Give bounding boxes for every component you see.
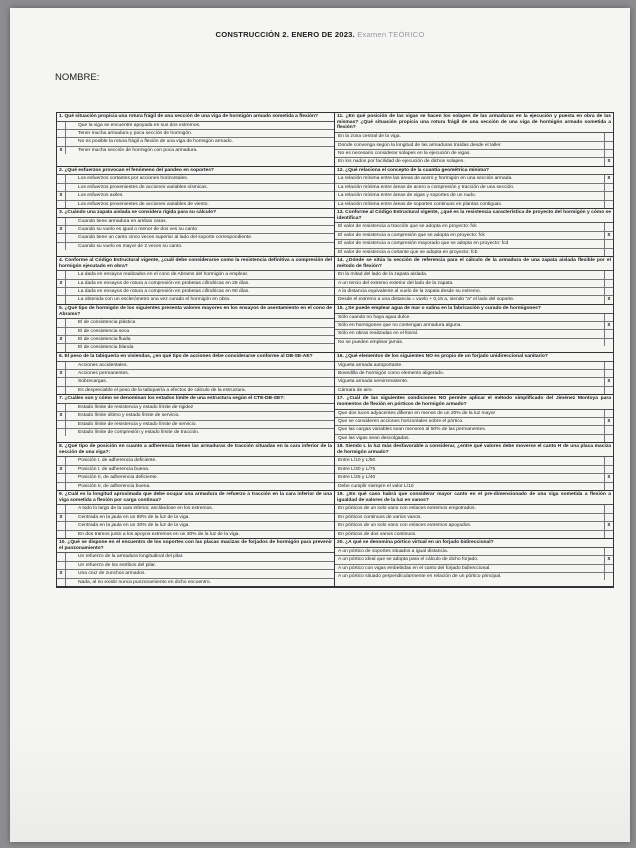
answer-option bbox=[57, 429, 334, 436]
answer-option bbox=[335, 192, 613, 200]
answer-option bbox=[335, 435, 613, 442]
answer-text: La relación mínima entre las áreas de acero y hormigón en una sección armada. bbox=[338, 176, 513, 182]
answer-option bbox=[57, 319, 334, 327]
answer-option bbox=[335, 370, 613, 378]
answer-mark-box[interactable] bbox=[604, 192, 613, 199]
answer-option bbox=[57, 296, 334, 303]
answer-mark-box[interactable] bbox=[604, 240, 613, 247]
answer-mark-box[interactable]: x bbox=[604, 522, 613, 529]
answer-mark-box[interactable]: x bbox=[57, 280, 66, 287]
answer-text: Que se consideren acciones horizontales sobre el pórtico. bbox=[338, 418, 464, 424]
answer-option bbox=[335, 474, 613, 482]
answer-option bbox=[335, 142, 613, 150]
answer-option bbox=[57, 226, 334, 234]
answer-mark-box[interactable] bbox=[57, 138, 66, 145]
question-block bbox=[335, 443, 613, 491]
answer-option bbox=[57, 130, 334, 138]
answer-option bbox=[335, 457, 613, 465]
answer-option bbox=[335, 418, 613, 426]
question-block bbox=[57, 443, 335, 491]
question-block bbox=[335, 539, 613, 587]
answer-text: Nada, al no existir nunca punzonamiento en dicho encuentro. bbox=[78, 579, 211, 585]
answer-mark-box[interactable]: x bbox=[57, 514, 66, 521]
answer-text: Un refuerzo de los estribos del pilar. bbox=[78, 562, 157, 568]
answer-option bbox=[57, 421, 334, 429]
answer-option bbox=[57, 404, 334, 412]
answer-mark-box[interactable] bbox=[604, 370, 613, 377]
questions-table bbox=[56, 112, 614, 588]
answer-text: No es necesario considerar solapes en la ejecución de vigas. bbox=[338, 150, 471, 156]
answer-text: El de consistencia plástica bbox=[78, 320, 136, 326]
answer-mark-box[interactable] bbox=[604, 271, 613, 278]
question-title: 19. ¿En qué caso habrá que considerar mayor canto en el pre-dimensionado de una viga sometida a flexión a igualdad de valores de la luz en vanos? bbox=[335, 491, 613, 505]
answer-mark-box[interactable] bbox=[57, 387, 66, 394]
question-block bbox=[335, 353, 613, 395]
answer-mark-box[interactable]: x bbox=[604, 175, 613, 182]
answer-mark-box[interactable]: x bbox=[57, 466, 66, 473]
answer-option bbox=[335, 556, 613, 564]
answer-mark-box[interactable] bbox=[57, 296, 66, 303]
answer-mark-box[interactable] bbox=[604, 387, 613, 394]
answer-mark-box[interactable] bbox=[57, 505, 66, 512]
answer-option bbox=[335, 150, 613, 158]
question-title: 15. ¿Se puede emplear agua de mar o salina en la fabricación y curado de hormigones? bbox=[335, 305, 613, 314]
answer-text: Acciones permanentes. bbox=[78, 370, 130, 376]
answer-text: Posición I, de adherencia deficiente. bbox=[78, 458, 157, 464]
question-title: 18. Siendo L la luz más desfavorable a considerar, ¿entre qué valores debe moverse el canto H de una placa maciza de hormigón armado? bbox=[335, 443, 613, 457]
answer-mark-box[interactable] bbox=[604, 457, 613, 464]
answer-option bbox=[57, 201, 334, 208]
answer-mark-box[interactable]: x bbox=[57, 226, 66, 233]
answer-option bbox=[57, 147, 334, 154]
answer-option bbox=[57, 271, 334, 279]
answer-text: Entre L/30 y L/75 bbox=[338, 466, 376, 472]
answer-option bbox=[335, 483, 613, 490]
answer-option bbox=[57, 378, 334, 386]
question-title: 12. ¿Qué relaciona el concepto de la cuantía geométrica mínima? bbox=[335, 167, 613, 176]
answer-mark-box[interactable] bbox=[57, 271, 66, 278]
answer-text: Sobrecargas. bbox=[78, 379, 108, 385]
answer-mark-box[interactable] bbox=[57, 344, 66, 351]
exam-title bbox=[10, 30, 630, 39]
answer-text: La obtenida con un esclerómetro una vez curado el hormigón en obra. bbox=[78, 297, 231, 303]
answer-text: La dada en ensayos realizados en el cono de Abrams del hormigón a emplear. bbox=[78, 272, 249, 278]
answer-text: Los esfuerzos cortantes por acciones horizontales. bbox=[78, 176, 189, 182]
answer-option bbox=[335, 158, 613, 165]
question-title: 10. ¿Qué se dispone en el encuentro de los soportes con las placas macizas de forjados de hormigón para prevenir el punzonamiento? bbox=[57, 539, 334, 553]
answer-text: Centrada en la jaula en un 30% de la luz de la viga. bbox=[78, 523, 190, 529]
answer-option bbox=[57, 474, 334, 482]
answer-text: En dos tramos junto a los apoyos extremos en un 30% de la luz de la viga. bbox=[78, 531, 240, 537]
answer-mark-box[interactable] bbox=[604, 410, 613, 417]
answer-option bbox=[57, 122, 334, 130]
answer-mark-box[interactable] bbox=[604, 426, 613, 433]
paper-shading bbox=[10, 722, 630, 842]
answer-text: Una cruz de zunchos armados. bbox=[78, 571, 146, 577]
answer-text: Los esfuerzos provenientes de acciones variables sísmicas. bbox=[78, 184, 208, 190]
answer-option bbox=[57, 522, 334, 530]
question-block bbox=[57, 305, 335, 353]
answer-mark-box[interactable] bbox=[604, 184, 613, 191]
answer-mark-box[interactable] bbox=[604, 531, 613, 538]
answer-text: El de consistencia seca bbox=[78, 328, 130, 334]
answer-text: A un tercio del extremo exterior del lado de la zapata. bbox=[338, 280, 454, 286]
question-block bbox=[57, 353, 335, 395]
answer-option bbox=[57, 328, 334, 336]
answer-mark-box[interactable]: x bbox=[57, 192, 66, 199]
answer-option bbox=[335, 514, 613, 522]
answer-text: El de consistencia blanda bbox=[78, 345, 134, 351]
question-block bbox=[57, 491, 335, 539]
answer-text: A la distancia equivalente al vuelo de la zapata desde su extremo. bbox=[338, 289, 482, 295]
answer-text: En pórticos de un solo vano con enlaces extremos empotrados. bbox=[338, 506, 476, 512]
answer-mark-box[interactable] bbox=[57, 579, 66, 586]
answer-mark-box[interactable] bbox=[604, 505, 613, 512]
question-title: 13. Conforme al Código Estructural vigente, ¿qué es la resistencia característica de proyecto del hormigón y cómo se identifica? bbox=[335, 209, 613, 223]
answer-text: Sólo en obras realizadas en el litoral. bbox=[338, 331, 419, 337]
answer-option bbox=[57, 412, 334, 420]
answer-text: No es posible la rotura frágil a flexión de una viga de hormigón armado. bbox=[78, 139, 233, 145]
answer-text: A un pórtico ideal que se adopta para el cálculo de dicho forjado. bbox=[338, 557, 479, 563]
answer-mark-box[interactable]: x bbox=[57, 336, 66, 343]
answer-option bbox=[57, 457, 334, 465]
answer-text: Desde el extremo a una distancia = vuelo + 0,15 a, siendo "a" el lado del soporte. bbox=[338, 297, 515, 303]
question-title: 11. ¿En qué posición de las vigas se hacen los solapes de las armaduras en la ejecución y puesta en obra de las mismas? ¿Qué situación propicia una rotura frágil de una sección de una viga de hormigón armado sometida a flexión? bbox=[335, 113, 613, 133]
answer-mark-box[interactable]: x bbox=[604, 556, 613, 563]
answer-mark-box[interactable]: x bbox=[604, 296, 613, 303]
answer-option bbox=[335, 280, 613, 288]
question-block bbox=[57, 209, 335, 257]
answer-mark-box[interactable] bbox=[57, 184, 66, 191]
answer-option bbox=[57, 483, 334, 490]
answer-option bbox=[57, 192, 334, 200]
question-title: 9. ¿Cuál es la longitud aproximada que debe ocupar una armadura de refuerzo a tracción en la cara inferior de una viga sometida a flexión por carga continua? bbox=[57, 491, 334, 505]
answer-option bbox=[57, 505, 334, 513]
answer-option bbox=[335, 249, 613, 256]
answer-option bbox=[335, 288, 613, 296]
answer-option bbox=[57, 184, 334, 192]
question-block bbox=[335, 113, 613, 167]
answer-text: En pórticos continuos de varios vanos. bbox=[338, 514, 422, 520]
question-title: 4. Conforme al Código Estructural vigente, ¿cuál debe considerarse como la resistencia definitiva a compresión del hormigón ejecutado en obra? bbox=[57, 257, 334, 271]
question-block bbox=[57, 395, 335, 443]
answer-text: Vigueta armada semirresistente. bbox=[338, 379, 409, 385]
answer-option bbox=[335, 133, 613, 141]
answer-option bbox=[57, 288, 334, 296]
answer-mark-box[interactable] bbox=[604, 133, 613, 140]
answer-mark-box[interactable] bbox=[57, 457, 66, 464]
answer-mark-box[interactable] bbox=[604, 466, 613, 473]
answer-mark-box[interactable] bbox=[57, 288, 66, 295]
answer-text: Posición II, de adherencia deficiente. bbox=[78, 475, 158, 481]
answer-text: Cuando su vuelo es mayor de 2 veces su canto. bbox=[78, 243, 183, 249]
answer-text: La dada en ensayos de rotura a compresión en probetas cilíndricas en 90 días. bbox=[78, 289, 250, 295]
answer-mark-box[interactable] bbox=[57, 130, 66, 137]
answer-mark-box[interactable] bbox=[57, 562, 66, 569]
answer-text: En la zona central de la viga. bbox=[338, 134, 401, 140]
answer-text: El valor de resistencia a cortante que se adopta en proyecto: fcb bbox=[338, 249, 478, 255]
answer-mark-box[interactable] bbox=[57, 201, 66, 208]
answer-mark-box[interactable] bbox=[604, 201, 613, 208]
answer-mark-box[interactable] bbox=[57, 319, 66, 326]
answer-text: Los esfuerzos axiles. bbox=[78, 193, 124, 199]
answer-text: La dada en ensayos de rotura a compresión en probetas cilíndricas en 28 días. bbox=[78, 280, 250, 286]
answer-mark-box[interactable]: x bbox=[604, 158, 613, 165]
answer-text: Cuando tiene un canto cinco veces superior al lado del soporte correspondiente. bbox=[78, 235, 253, 241]
answer-text: Que la viga se encuentre apoyada en sus dos extremos. bbox=[78, 122, 201, 128]
answer-mark-box[interactable]: x bbox=[604, 474, 613, 481]
answer-mark-box[interactable] bbox=[604, 548, 613, 555]
answer-mark-box[interactable] bbox=[57, 362, 66, 369]
answer-text: Los esfuerzos provenientes de acciones variables de viento. bbox=[78, 201, 209, 207]
question-title: 6. El peso de la tabiquería en viviendas, ¿en qué tipo de acciones debe considerarse conforme al DB-SE-AE? bbox=[57, 353, 334, 362]
answer-mark-box[interactable]: x bbox=[604, 232, 613, 239]
answer-option bbox=[335, 362, 613, 370]
answer-text: Estado límite de resistencia y estado límite de rigidez bbox=[78, 404, 194, 410]
answer-option bbox=[335, 201, 613, 208]
answer-mark-box[interactable] bbox=[57, 404, 66, 411]
answer-mark-box[interactable] bbox=[604, 573, 613, 580]
question-title: 14. ¿Dónde se sitúa la sección de referencia para el cálculo de la armadura de una zapata aislada flexible por el método de flexión? bbox=[335, 257, 613, 271]
question-title: 1. Qué situación propicia una rotura frágil de una sección de una viga de hormigón armado sometida a flexión? bbox=[57, 113, 334, 122]
answer-text: Sólo cuando no haya agua dulce. bbox=[338, 314, 411, 320]
answer-mark-box[interactable]: x bbox=[604, 322, 613, 329]
answer-option bbox=[335, 548, 613, 556]
answer-option bbox=[335, 330, 613, 338]
answer-text: Que las cargas variables sean menores al 50% de las permanentes. bbox=[338, 427, 487, 433]
question-block bbox=[335, 209, 613, 257]
answer-mark-box[interactable]: x bbox=[57, 147, 66, 154]
answer-mark-box[interactable] bbox=[57, 328, 66, 335]
exam-type: Examen TEÓRICO bbox=[357, 30, 425, 39]
answer-mark-box[interactable] bbox=[57, 429, 66, 436]
answer-mark-box[interactable] bbox=[57, 218, 66, 225]
answer-option bbox=[57, 387, 334, 394]
question-title: 3. ¿Cuándo una zapata aislada se considera rígida para su cálculo? bbox=[57, 209, 334, 218]
question-title: 20. ¿A qué se denomina pórtico virtual en un forjado bidireccional? bbox=[335, 539, 613, 548]
answer-option bbox=[335, 410, 613, 418]
answer-mark-box[interactable] bbox=[57, 553, 66, 560]
answer-option bbox=[57, 344, 334, 351]
answer-option bbox=[335, 531, 613, 538]
answer-option bbox=[57, 175, 334, 183]
answer-text: Posición II, de adherencia buena. bbox=[78, 483, 151, 489]
answer-mark-box[interactable] bbox=[604, 150, 613, 157]
answer-option bbox=[335, 184, 613, 192]
answer-mark-box[interactable] bbox=[57, 234, 66, 241]
answer-text: Entre L/10 y L/50. bbox=[338, 458, 377, 464]
answer-option bbox=[335, 522, 613, 530]
question-block bbox=[57, 539, 335, 587]
answer-option bbox=[335, 240, 613, 248]
answer-text: En la mitad del lado de la zapata aislada. bbox=[338, 272, 428, 278]
question-block bbox=[335, 491, 613, 539]
answer-text: Cámara de aire. bbox=[338, 387, 374, 393]
answer-option bbox=[57, 553, 334, 561]
answer-mark-box[interactable] bbox=[57, 122, 66, 129]
answer-text: No se pueden emplear jamás. bbox=[338, 339, 404, 345]
answer-text: Centrada en la jaula en un 80% de la luz de la viga. bbox=[78, 514, 190, 520]
answer-option bbox=[335, 314, 613, 322]
answer-mark-box[interactable] bbox=[57, 243, 66, 250]
answer-text: Estado límite último y estado límite de servicio. bbox=[78, 413, 180, 419]
answer-option bbox=[335, 232, 613, 240]
question-title: 7. ¿Cuáles son y cómo se denominan los estados límite de una estructura según el CTE-DB-SE?: bbox=[57, 395, 334, 404]
answer-option bbox=[57, 370, 334, 378]
answer-mark-box[interactable] bbox=[57, 531, 66, 538]
answer-mark-box[interactable] bbox=[604, 483, 613, 490]
answer-text: Donde convenga según la longitud de las armaduras traídas desde el taller. bbox=[338, 142, 502, 148]
answer-option bbox=[57, 280, 334, 288]
answer-option bbox=[57, 514, 334, 522]
answer-mark-box[interactable] bbox=[57, 175, 66, 182]
question-title: 8. ¿Qué tipo de posición en cuanto a adherencia tienen las armaduras de tracción situadas en la cara inferior de la sección de una viga?: bbox=[57, 443, 334, 457]
answer-text: Que dos luces adyacentes difieran en menos de un 20% de la luz mayor bbox=[338, 410, 496, 416]
question-block bbox=[335, 305, 613, 353]
answer-mark-box[interactable] bbox=[604, 565, 613, 572]
answer-mark-box[interactable] bbox=[57, 474, 66, 481]
answer-text: Que las vigas sean descolgadas. bbox=[338, 435, 410, 441]
answer-text: Sólo en hormigones que no contengan armadura alguna. bbox=[338, 322, 462, 328]
answer-text: Cuando su vuelo es igual o menor de dos ves su canto bbox=[78, 227, 198, 233]
answer-mark-box[interactable]: x bbox=[57, 570, 66, 577]
answer-option bbox=[335, 296, 613, 303]
answer-mark-box[interactable] bbox=[57, 522, 66, 529]
answer-text: Acciones accidentales. bbox=[78, 362, 128, 368]
answer-text: La relación mínima entre áreas de acero a compresión y tracción de una sección. bbox=[338, 184, 515, 190]
answer-option bbox=[57, 562, 334, 570]
answer-mark-box[interactable] bbox=[604, 288, 613, 295]
answer-option bbox=[335, 387, 613, 394]
answer-option bbox=[57, 531, 334, 538]
answer-mark-box[interactable] bbox=[604, 142, 613, 149]
answer-option bbox=[335, 339, 613, 346]
question-title: 17. ¿Cuál de las siguientes condiciones NO permite aplicar el método simplificado del Jiménez Montoya para momentos de flexión en pórticos de hormigón armado? bbox=[335, 395, 613, 409]
question-block bbox=[335, 167, 613, 209]
answer-text: El valor de resistencia a compresión que se adopta en proyecto: fck bbox=[338, 232, 485, 238]
answer-text: En pórticos de dos vanos continuos. bbox=[338, 531, 417, 537]
answer-option bbox=[335, 175, 613, 183]
answer-option bbox=[335, 573, 613, 580]
answer-mark-box[interactable] bbox=[604, 514, 613, 521]
answer-mark-box[interactable]: x bbox=[604, 418, 613, 425]
answer-text: La relación mínima entre áreas de vigas y soportes de un nudo. bbox=[338, 193, 477, 199]
answer-text: Estado límite de compresión y estado límite de tracción. bbox=[78, 429, 200, 435]
answer-text: Cuando tiene armadura en ambas caras. bbox=[78, 218, 167, 224]
exam-course-date: CONSTRUCCIÓN 2. ENERO DE 2023. bbox=[215, 30, 355, 39]
answer-mark-box[interactable] bbox=[604, 362, 613, 369]
answer-text: Un refuerzo de la armadura longitudinal del pilar. bbox=[78, 554, 184, 560]
answer-text: Entre L/25 y L/40 bbox=[338, 475, 376, 481]
answer-text: El valor de resistencia a compresión mayorado que se adopta en proyecto: fcd bbox=[338, 241, 509, 247]
answer-option bbox=[57, 570, 334, 578]
answer-option bbox=[335, 426, 613, 434]
answer-text: Posición I, de adherencia buena. bbox=[78, 466, 150, 472]
answer-option bbox=[57, 234, 334, 242]
question-block bbox=[335, 257, 613, 305]
answer-text: El de consistencia fluida bbox=[78, 337, 131, 343]
question-title: 2. ¿Qué esfuerzos provocan el fenómeno del pandeo en soportes? bbox=[57, 167, 334, 176]
exam-sheet bbox=[10, 8, 630, 842]
answer-text: Estado límite de resistencia y estado límite de servicio. bbox=[78, 421, 197, 427]
answer-text: Es despreciable el peso de la tabiquería a efectos de cálculo de la estructura. bbox=[78, 387, 247, 393]
answer-option bbox=[335, 466, 613, 474]
question-block bbox=[57, 113, 335, 167]
answer-option bbox=[57, 466, 334, 474]
question-title: 5. ¿Qué tipo de hormigón de los siguientes presenta valores mayores en los ensayos de asentamiento en el cono de Abrams? bbox=[57, 305, 334, 319]
answer-mark-box[interactable]: x bbox=[604, 378, 613, 385]
answer-text: El valor de resistencia a tracción que se adopta en proyecto: fck bbox=[338, 224, 477, 230]
name-label: NOMBRE: bbox=[55, 72, 100, 83]
answer-text: En pórticos de un solo vano con enlaces extremos apoyados. bbox=[338, 523, 472, 529]
answer-mark-box[interactable] bbox=[57, 483, 66, 490]
answer-option bbox=[57, 243, 334, 250]
answer-option bbox=[335, 378, 613, 386]
answer-mark-box[interactable] bbox=[604, 280, 613, 287]
answer-mark-box[interactable]: x bbox=[57, 370, 66, 377]
answer-mark-box[interactable] bbox=[604, 249, 613, 256]
answer-option bbox=[335, 322, 613, 330]
answer-option bbox=[57, 362, 334, 370]
answer-option bbox=[57, 336, 334, 344]
answer-text: Debe cumplir siempre el valor L/10 bbox=[338, 483, 414, 489]
answer-text: En los nudos por facilidad de ejecución de dichos solapes. bbox=[338, 159, 465, 165]
question-title: 16. ¿Qué elementos de los siguientes NO es propio de un forjado unidireccional sanitario? bbox=[335, 353, 613, 362]
answer-mark-box[interactable] bbox=[604, 435, 613, 442]
answer-option bbox=[335, 271, 613, 279]
answer-mark-box[interactable] bbox=[604, 223, 613, 230]
answer-mark-box[interactable] bbox=[604, 339, 613, 346]
answer-mark-box[interactable] bbox=[604, 314, 613, 321]
answer-text: Tener mucha sección de hormigón con poca armadura. bbox=[78, 147, 198, 153]
answer-option bbox=[57, 218, 334, 226]
question-block bbox=[57, 167, 335, 209]
answer-mark-box[interactable]: x bbox=[57, 412, 66, 419]
answer-text: A todo lo largo de la cara inferior, anclándose en los extremos. bbox=[78, 506, 214, 512]
answer-option bbox=[57, 138, 334, 146]
answer-text: Vigueta armada autoportante. bbox=[338, 362, 403, 368]
answer-text: A un pórtico de soportes situados a igual distancia. bbox=[338, 548, 449, 554]
answer-option bbox=[335, 223, 613, 231]
answer-mark-box[interactable] bbox=[604, 330, 613, 337]
answer-mark-box[interactable] bbox=[57, 378, 66, 385]
answer-option bbox=[335, 505, 613, 513]
question-block bbox=[335, 395, 613, 443]
answer-text: La relación mínima entre áreas de soportes continuos en plantas contiguas. bbox=[338, 201, 503, 207]
answer-text: Bovedilla de hormigón como elemento aligerado. bbox=[338, 370, 445, 376]
answer-text: A un pórtico con vigas embebidas en el canto del forjado bidireccional. bbox=[338, 565, 491, 571]
answer-mark-box[interactable] bbox=[57, 421, 66, 428]
answer-text: A un pórtico situado perpendicularmente en relación de un pórtico principal. bbox=[338, 573, 502, 579]
answer-option bbox=[335, 565, 613, 573]
answer-text: Tener mucha armadura y poca sección de hormigón. bbox=[78, 131, 193, 137]
answer-option bbox=[57, 579, 334, 586]
question-block bbox=[57, 257, 335, 305]
